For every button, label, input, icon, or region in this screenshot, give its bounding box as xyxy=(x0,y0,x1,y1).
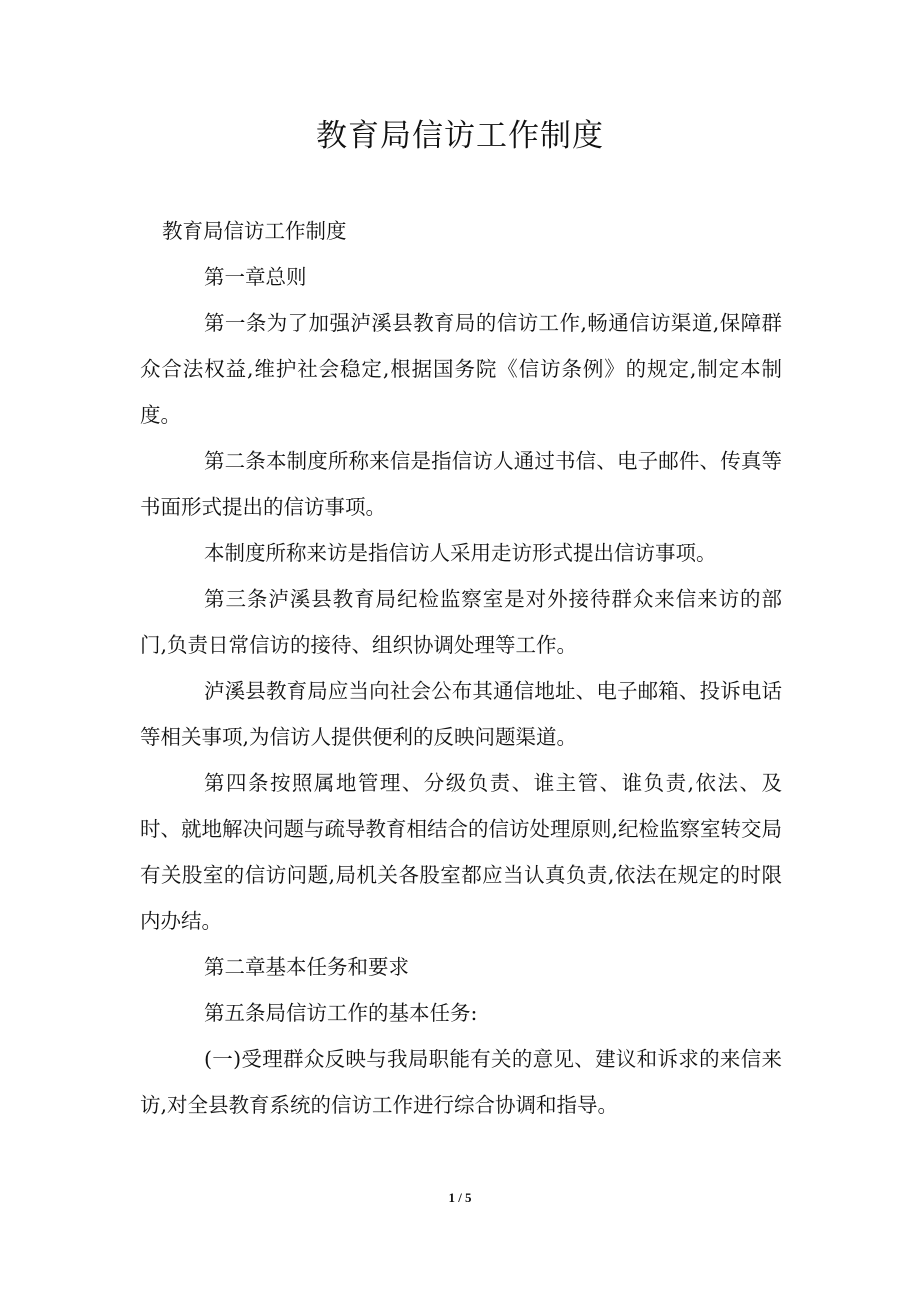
document-title: 教育局信访工作制度 xyxy=(316,118,604,154)
chapter-heading-2: 第二章基本任务和要求 xyxy=(204,955,409,979)
article-2-continued: 本制度所称来访是指信访人采用走访形式提出信访事项。 xyxy=(204,541,717,565)
article-5-item-1: (一)受理群众反映与我局职能有关的意见、建议和诉求的来信来访,对全县教育系统的信访工作进行综合协调和指导。 xyxy=(140,1047,782,1117)
chapter-heading-1: 第一章总则 xyxy=(204,265,307,289)
paragraph-heading: 教育局信访工作制度 xyxy=(162,219,347,243)
page-number: 1 / 5 xyxy=(448,1190,472,1205)
article-3: 第三条泸溪县教育局纪检监察室是对外接待群众来信来访的部门,负责日常信访的接待、组织协调处理等工作。 xyxy=(140,587,782,657)
article-1: 第一条为了加强泸溪县教育局的信访工作,畅通信访渠道,保障群众合法权益,维护社会稳定,根据国务院《信访条例》的规定,制定本制度。 xyxy=(140,311,782,427)
document-body xyxy=(140,208,782,1128)
article-2: 第二条本制度所称来信是指信访人通过书信、电子邮件、传真等书面形式提出的信访事项。 xyxy=(140,449,782,519)
article-3-continued: 泸溪县教育局应当向社会公布其通信地址、电子邮箱、投诉电话等相关事项,为信访人提供便利的反映问题渠道。 xyxy=(140,679,782,749)
article-4: 第四条按照属地管理、分级负责、谁主管、谁负责,依法、及时、就地解决问题与疏导教育相结合的信访处理原则,纪检监察室转交局有关股室的信访问题,局机关各股室都应当认真负责,依法在规定的时限内办结。 xyxy=(140,771,783,933)
article-5: 第五条局信访工作的基本任务: xyxy=(204,1001,478,1025)
